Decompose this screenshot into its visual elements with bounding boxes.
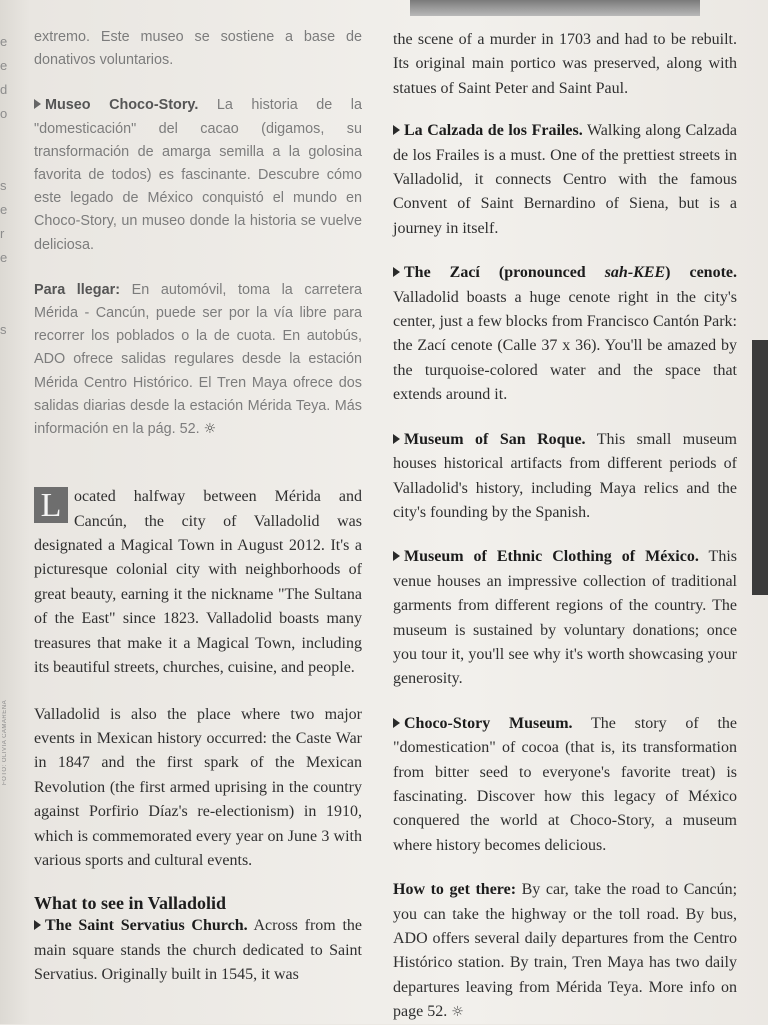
triangle-bullet-icon <box>393 551 400 561</box>
margin-fragment: s <box>0 178 7 193</box>
photo-credit: FOTO: OLIVIA CAMARENA <box>2 699 8 785</box>
margin-fragment: e <box>0 34 8 49</box>
triangle-bullet-icon <box>393 718 400 728</box>
choco-story-es-title: Museo Choco-Story. <box>45 97 199 114</box>
margin-fragment: e <box>0 202 8 217</box>
zaci-cenote <box>393 261 737 407</box>
servatius-continuation: the scene of a murder in 1703 and had to be rebuilt. Its original main portico was preserved, along with statues of Saint Peter and Saint Paul. <box>393 31 737 97</box>
triangle-bullet-icon <box>393 267 400 277</box>
margin-fragment: d <box>0 82 8 97</box>
triangle-bullet-icon <box>34 99 41 109</box>
margin-fragment: e <box>0 250 8 265</box>
top-photo-edge <box>410 0 700 16</box>
choco-en-body: The story of the "domestication" of cocoa (that is, its transformation from bitter seed to everyone's favorite treat) is fascinating. Discover how this legacy of México conquered the world at Choco-Story, a museum where history becomes delicious. <box>393 714 738 854</box>
calzada-frailes <box>393 119 737 241</box>
getting-there-body: By car, take the road to Cancún; you can take the highway or the toll road. By bus, ADO offers several daily departures from the Centro Histórico station. By train, Tren Maya has two daily departures leaving from Mérida Teya. More info on page 52. <box>393 881 738 1021</box>
calzada-title: La Calzada de los Frailes. <box>404 122 583 140</box>
choco-story-en <box>393 712 737 858</box>
triangle-bullet-icon <box>34 920 41 930</box>
triangle-bullet-icon <box>393 125 400 135</box>
intro-en <box>34 485 362 680</box>
zaci-body: Valladolid boasts a huge cenote right in the city's center, just a few blocks from Francisco Cantón Park: the Zací cenote (Calle 37 x 36). You'll be amazed by the turquoise-colored water and the space that extends around it. <box>393 288 737 404</box>
page-edge-tab <box>752 340 768 595</box>
intro-en-body: ocated halfway between Mérida and Cancún, the city of Valladolid was designated a Magical Town in August 2012. It's a picturesque colonial city with neighborhoods of great beauty, earning it the nickname "The Sultana of the East" since 1823. Valladolid boasts many treasures that make it a Magical Town, including its beautiful streets, churches, cuisine, and people. <box>34 488 362 677</box>
triangle-bullet-icon <box>393 434 400 444</box>
margin-fragment: e <box>0 58 8 73</box>
sun-ornament-icon: ☼ <box>203 421 217 438</box>
margin-fragment: o <box>0 106 8 121</box>
choco-story-es-body: La historia de la "domesticación" del cacao (digamos, su transformación de amarga semilla a la golosina favorita de todos) es fascinante. Descubre cómo este legado de México conquistó el mundo en Choco-Story, un museo donde la historia se vuelve deliciosa. <box>34 97 362 253</box>
museum-ethnic-clothing <box>393 545 737 691</box>
saint-servatius <box>34 914 362 987</box>
zaci-title-pre: The Zací (pronounced <box>404 264 605 282</box>
zaci-title <box>404 264 737 281</box>
margin-fragment <box>0 270 14 294</box>
saint-servatius-body: Across from the main square stands the church dedicated to Saint Servatius. Originally built in 1545, it was <box>34 917 362 984</box>
san-roque-title: Museum of San Roque. <box>404 430 586 448</box>
margin-fragment <box>0 126 14 150</box>
intro-continuation-es: extremo. Este museo se sostiene a base de donativos voluntarios. <box>34 29 362 69</box>
margin-fragment <box>0 294 14 318</box>
left-column <box>34 26 362 988</box>
zaci-title-post: ) cenote. <box>665 264 737 282</box>
calzada-body: Walking along Calzada de los Frailes is a must. One of the prettiest streets in Valladolid, it connects Centro with the famous Convent of Saint Bernardino of Siena, but is a journey in itself. <box>393 122 737 237</box>
san-roque-body: This small museum houses historical artifacts from different periods of Valladolid's history, including Maya relics and the city's founding by the Spanish. <box>393 430 737 521</box>
what-to-see-heading: What to see in Valladolid <box>34 893 227 914</box>
choco-story-es <box>34 94 362 256</box>
zaci-title-pronunciation: sah-KEE <box>604 264 666 282</box>
how-to-get-there <box>393 878 737 1024</box>
drop-cap: L <box>34 487 68 523</box>
para-llegar-es <box>34 279 362 441</box>
museum-san-roque <box>393 428 737 526</box>
getting-there-title: How to get there: <box>393 881 517 899</box>
para-llegar-title: Para llegar: <box>34 281 120 298</box>
saint-servatius-title: The Saint Servatius Church. <box>45 917 248 935</box>
sun-ornament-icon: ☼ <box>451 1004 464 1021</box>
ethnic-title: Museum of Ethnic Clothing of México. <box>404 548 699 566</box>
margin-fragment: s <box>0 322 7 337</box>
right-column <box>393 28 737 1025</box>
previous-page-margin <box>0 30 14 342</box>
margin-fragment: r <box>0 226 5 241</box>
ethnic-body: This venue houses an impressive collection of traditional garments from different regions of the country. The museum is sustained by voluntary donations; once you tour it, you'll see why it's worth showcasing your generosity. <box>393 548 737 688</box>
margin-fragment <box>0 150 14 174</box>
history-en: Valladolid is also the place where two major events in Mexican history occurred: the Caste War in 1847 and the first spark of the Mexican Revolution (the first armed uprising in the country against Porfirio Díaz's re-electionism) in 1910, which is commemorated every year on June 3 with various sports and cultural events. <box>34 705 362 869</box>
para-llegar-body: En automóvil, toma la carretera Mérida - Cancún, puede ser por la vía libre para recorrer los poblados o la de cuota. En autobús, ADO ofrece salidas regulares desde la estación Mérida Centro Histórico. El Tren Maya ofrece dos salidas diarias desde la estación Mérida Teya. Más información en la pág. 52. <box>34 281 362 438</box>
choco-en-title: Choco-Story Museum. <box>404 714 573 732</box>
